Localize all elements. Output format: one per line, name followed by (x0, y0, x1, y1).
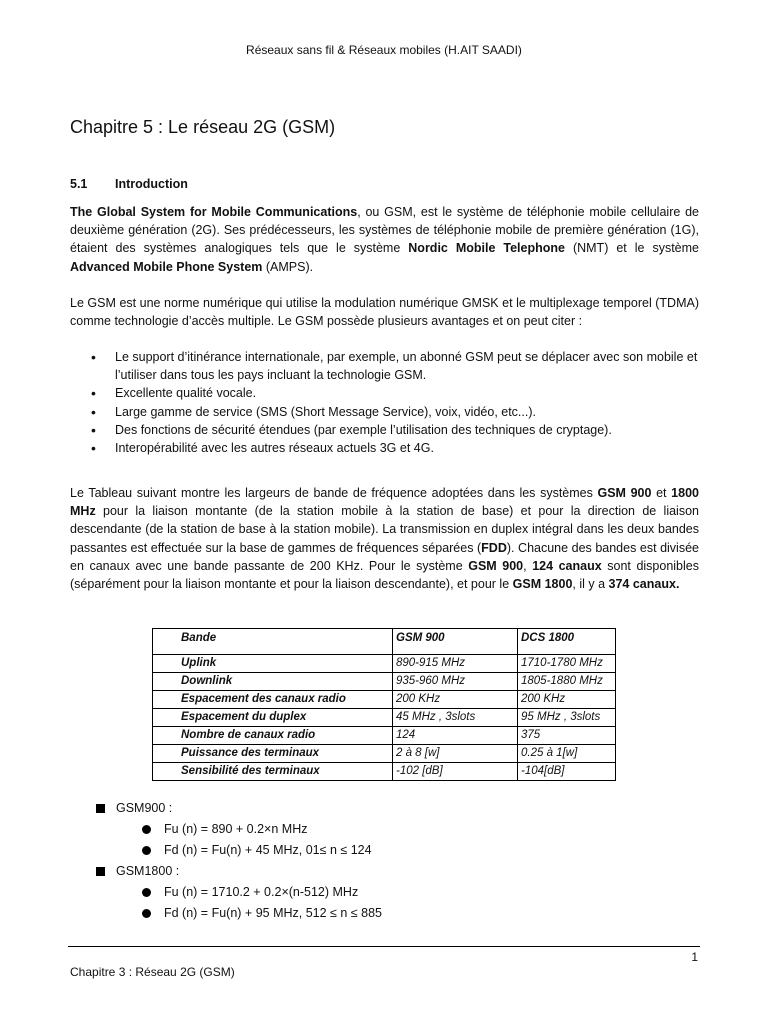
formula: Fu (n) = 1710.2 + 0.2×(n-512) MHz (164, 885, 359, 899)
list-item (96, 819, 656, 840)
table-cell: Espacement du duplex (153, 709, 393, 727)
list-item (96, 798, 656, 819)
page-header: Réseaux sans fil & Réseaux mobiles (H.AIT SAADI) (246, 43, 522, 57)
list-item: • Le support d’itinérance internationale, par exemple, un abonné GSM peut se déplacer avec son mobile et l’utiliser dans tous les pays incluant la technologie GSM. (70, 348, 699, 384)
table-cell: Uplink (153, 655, 393, 673)
round-bullet-icon (142, 888, 151, 897)
round-bullet-icon (142, 846, 151, 855)
gsm900-label: GSM900 : (116, 801, 173, 815)
advantages-list (70, 348, 699, 457)
gsm-full-name: The Global System for Mobile Communications (70, 205, 358, 219)
table-cell: 45 MHz , 3slots (393, 709, 518, 727)
table-header-cell: Bande (153, 629, 393, 655)
list-item (96, 861, 656, 882)
footer-divider (68, 946, 700, 947)
section-number: 5.1 (70, 177, 88, 191)
intro-paragraph: The Global System for Mobile Communications, ou GSM, est le système de téléphonie mobile cellulaire de deuxième génération (2G). Ses prédécesseurs, les systèmes de téléphonie mobile de première génération (1G), étaient des systèmes analogiques tels que le système Nordic Mobile Telephone (NMT) et le système Advanced Mobile Phone System (AMPS). (70, 205, 699, 274)
table-row (153, 655, 616, 673)
amps-name: Advanced Mobile Phone System (70, 259, 263, 274)
table-row (153, 727, 616, 745)
list-item (96, 903, 656, 924)
page-footer: Chapitre 3 : Réseau 2G (GSM) (70, 965, 235, 979)
table-cell: 200 KHz (393, 691, 518, 709)
round-bullet-icon (142, 825, 151, 834)
table-cell: Sensibilité des terminaux (153, 763, 393, 781)
table-cell: 0.25 à 1[w] (518, 745, 616, 763)
table-row (153, 673, 616, 691)
frequency-table (152, 628, 616, 781)
square-bullet-icon (96, 804, 105, 813)
table-cell: 200 KHz (518, 691, 616, 709)
list-item: • Excellente qualité vocale. (70, 384, 699, 402)
chapter-title: Chapitre 5 : Le réseau 2G (GSM) (70, 117, 336, 137)
section-title: Introduction (115, 177, 188, 191)
table-cell: 2 à 8 [w] (393, 745, 518, 763)
list-item: • Large gamme de service (SMS (Short Message Service), voix, vidéo, etc...). (70, 403, 699, 421)
gsm-description-paragraph: Le GSM est une norme numérique qui utilise la modulation numérique GMSK et le multiplexage temporel (TDMA) comme technologie d’accès multiple. Le GSM possède plusieurs avantages et on peut citer : (70, 296, 699, 329)
table-row (153, 745, 616, 763)
table-cell: 124 (393, 727, 518, 745)
table-cell: Nombre de canaux radio (153, 727, 393, 745)
table-header-row (153, 629, 616, 655)
list-item (96, 882, 656, 903)
formula-list (96, 798, 656, 924)
table-header-cell: DCS 1800 (518, 629, 616, 655)
list-item: • Des fonctions de sécurité étendues (par exemple l’utilisation des techniques de cryptage). (70, 421, 699, 439)
table-cell: -102 [dB] (393, 763, 518, 781)
table-row (153, 709, 616, 727)
table-cell: 935-960 MHz (393, 673, 518, 691)
list-item (96, 840, 656, 861)
table-cell: 95 MHz , 3slots (518, 709, 616, 727)
section-heading (70, 177, 188, 191)
table-row (153, 763, 616, 781)
gsm1800-label: GSM1800 : (116, 864, 180, 878)
formula: Fd (n) = Fu(n) + 95 MHz, 512 ≤ n ≤ 885 (164, 906, 382, 920)
table-cell: 890-915 MHz (393, 655, 518, 673)
table-header-cell: GSM 900 (393, 629, 518, 655)
round-bullet-icon (142, 909, 151, 918)
table-cell: 375 (518, 727, 616, 745)
frequency-paragraph: Le Tableau suivant montre les largeurs de bande de fréquence adoptées dans les systèmes GSM 900 et 1800 MHz pour la liaison montante (de la station mobile à la station de base) et pour la direction de liaison descendante (de la station de base à la station mobile). La transmission en duplex intégral dans les deux bandes passantes est effectuée sur la base de gammes de fréquences séparées (FDD). Chacune des bandes est divisée en canaux avec une bande passante de 200 KHz. Pour le système GSM 900, 124 canaux sont disponibles (séparément pour la liaison montante et pour la liaison descendante), et pour le GSM 1800, il y a 374 canaux. (70, 486, 699, 592)
page-number: 1 (691, 950, 698, 964)
square-bullet-icon (96, 867, 105, 876)
table-cell: -104[dB] (518, 763, 616, 781)
table-row (153, 691, 616, 709)
table-cell: Espacement des canaux radio (153, 691, 393, 709)
list-item: • Interopérabilité avec les autres réseaux actuels 3G et 4G. (70, 439, 699, 457)
table-cell: Puissance des terminaux (153, 745, 393, 763)
table-cell: 1710-1780 MHz (518, 655, 616, 673)
nmt-name: Nordic Mobile Telephone (408, 241, 565, 256)
table-cell: Downlink (153, 673, 393, 691)
table-cell: 1805-1880 MHz (518, 673, 616, 691)
formula: Fu (n) = 890 + 0.2×n MHz (164, 822, 308, 836)
formula: Fd (n) = Fu(n) + 45 MHz, 01≤ n ≤ 124 (164, 843, 372, 857)
